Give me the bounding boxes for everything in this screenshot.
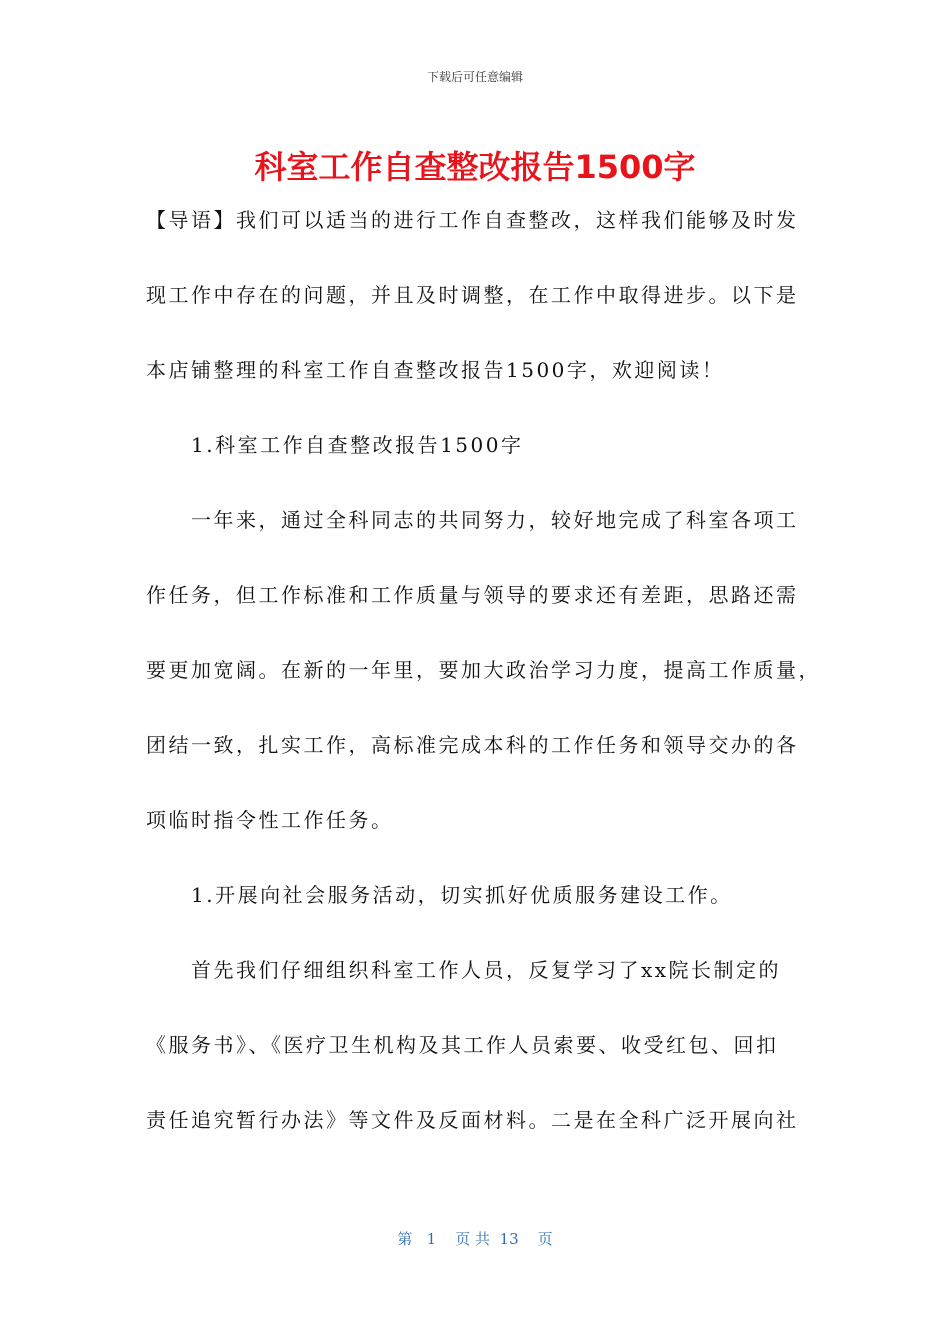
document-body <box>146 198 821 1173</box>
body-line: 作任务，但工作标准和工作质量与领导的要求还有差距，思路还需 <box>146 583 799 607</box>
body-line: 【导语】我们可以适当的进行工作自查整改，这样我们能够及时发 <box>146 208 799 232</box>
header-note: 下载后可任意编辑 <box>426 70 523 84</box>
body-line: 1.开展向社会服务活动，切实抓好优质服务建设工作。 <box>191 883 733 907</box>
body-line: 本店铺整理的科室工作自查整改报告1500字，欢迎阅读！ <box>146 358 725 382</box>
body-line: 现工作中存在的问题，并且及时调整，在工作中取得进步。以下是 <box>146 283 799 307</box>
page-footer: 第 1 页 共 13 页 <box>397 1230 553 1248</box>
body-line: 要更加宽阔。在新的一年里，要加大政治学习力度，提高工作质量， <box>146 658 821 682</box>
body-line: 《服务书》、《医疗卫生机构及其工作人员索要、收受红包、回扣 <box>146 1033 779 1057</box>
body-line: 1.科室工作自查整改报告1500字 <box>191 433 524 457</box>
document-title: 科室工作自查整改报告1500字 <box>254 148 696 186</box>
body-line: 团结一致，扎实工作，高标准完成本科的工作任务和领导交办的各 <box>146 733 799 757</box>
body-line: 首先我们仔细组织科室工作人员，反复学习了xx院长制定的 <box>191 958 782 982</box>
body-line: 一年来，通过全科同志的共同努力，较好地完成了科室各项工 <box>191 508 799 532</box>
body-line: 责任追究暂行办法》等文件及反面材料。二是在全科广泛开展向社 <box>146 1108 799 1132</box>
body-line: 项临时指令性工作任务。 <box>146 808 394 832</box>
